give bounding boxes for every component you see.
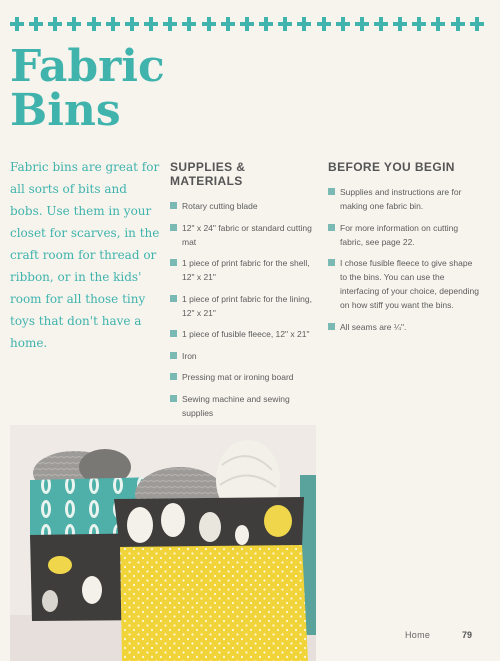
supplies-heading: SUPPLIES & MATERIALS (170, 160, 246, 188)
cross-icon (297, 17, 311, 31)
square-bullet-icon (328, 224, 335, 231)
list-item-text: Supplies and instructions are for making one fabric bin. (340, 187, 462, 211)
cross-icon (393, 17, 407, 31)
square-bullet-icon (328, 323, 335, 330)
square-bullet-icon (170, 330, 177, 337)
page-title (10, 41, 190, 136)
list-item-text: Sewing machine and sewing supplies (182, 393, 290, 418)
cross-icon (355, 17, 369, 31)
square-bullet-icon (170, 352, 177, 359)
cross-icon (374, 17, 388, 31)
cross-icon (451, 17, 465, 31)
page-title-line-2: Bins (10, 85, 121, 136)
square-bullet-icon (170, 259, 177, 266)
list-item-text: 12" x 24" fabric or standard cutting mat (182, 222, 312, 247)
list-item-text: 1 piece of fusible fleece, 12" x 21" (182, 329, 310, 339)
fabric-bins-illustration (10, 425, 316, 661)
square-bullet-icon (328, 259, 335, 266)
cross-icon (278, 17, 292, 31)
supplies-section (170, 160, 320, 449)
cross-icon (48, 17, 62, 31)
list-item-text: Rotary cutting blade (182, 201, 258, 211)
square-bullet-icon (170, 295, 177, 302)
list-item (328, 320, 480, 334)
page-title-line-1: Fabric (10, 41, 165, 92)
cross-icon (202, 17, 216, 31)
list-item-text: Iron (182, 350, 197, 361)
list-item-text: 1 piece of print fabric for the shell, 12" x 21" (182, 258, 310, 282)
list-item-text: For more information on cutting fabric, see page 22. (340, 222, 459, 247)
cross-icon (470, 17, 484, 31)
section-label: Home (405, 630, 431, 640)
list-item-text: All seams are ¼". (340, 321, 407, 332)
square-bullet-icon (328, 188, 335, 195)
square-bullet-icon (170, 395, 177, 402)
cross-icon (29, 17, 43, 31)
list-item (170, 349, 320, 363)
cross-icon (412, 17, 426, 31)
square-bullet-icon (170, 202, 177, 209)
intro-paragraph: Fabric bins are great for all sorts of bits and bobs. Use them in your closet for scarves, in the craft room for thread or ribbon, or in the kids' room for all those tiny toys that don't have a home. (10, 160, 160, 350)
page-number: 79 (462, 630, 473, 640)
cross-icon (163, 17, 177, 31)
list-item (170, 292, 320, 320)
cross-icon (10, 17, 24, 31)
list-item-text: I chose fusible fleece to give shape to the bins. You can use the interfacing of your choice, depending on how stiff you want the bins. (340, 258, 479, 310)
cross-icon (317, 17, 331, 31)
list-item (170, 199, 320, 213)
cross-icon (182, 17, 196, 31)
list-item (170, 392, 320, 420)
cross-icon (240, 17, 254, 31)
list-item (170, 256, 320, 284)
square-bullet-icon (170, 224, 177, 231)
cross-icon (144, 17, 158, 31)
cross-icon (125, 17, 139, 31)
before-list (328, 185, 480, 334)
fabric-bins-photo (10, 425, 316, 661)
cross-icon (431, 17, 445, 31)
before-you-begin-section (328, 160, 480, 341)
supplies-list (170, 199, 320, 441)
list-item-text: 1 piece of print fabric for the lining, 12" x 21" (182, 293, 312, 318)
cross-icon (106, 17, 120, 31)
list-item (170, 221, 320, 249)
square-bullet-icon (170, 373, 177, 380)
before-heading: BEFORE YOU BEGIN (328, 160, 455, 174)
list-item (170, 327, 320, 341)
list-item (328, 221, 480, 249)
list-item (170, 370, 320, 384)
cross-icon (259, 17, 273, 31)
cross-icon (336, 17, 350, 31)
cross-icon (67, 17, 81, 31)
list-item-text: Pressing mat or ironing board (182, 372, 294, 382)
cross-icon (221, 17, 235, 31)
decorative-cross-border (10, 14, 484, 34)
cross-icon (87, 17, 101, 31)
list-item (328, 256, 480, 312)
list-item (328, 185, 480, 213)
